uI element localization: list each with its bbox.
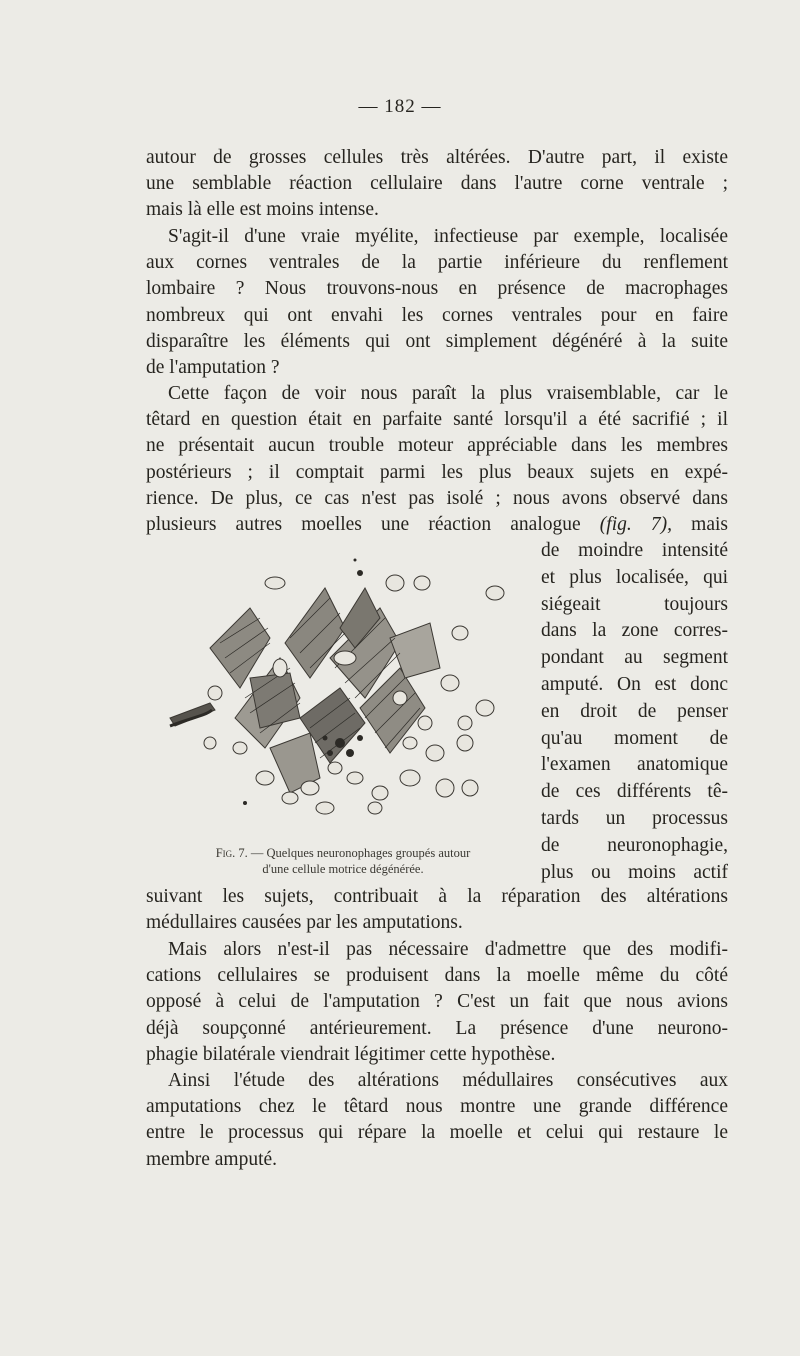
text-line: en droit de penser xyxy=(541,700,728,722)
text-line: S'agit-il d'une vraie myélite, infectieuse par exemple, localisée xyxy=(168,226,728,247)
text-line: pondant au segment xyxy=(541,647,728,669)
neuronophage-figure xyxy=(150,548,530,838)
text-line: Cette façon de voir nous paraît la plus vraisemblable, car le xyxy=(168,383,728,404)
text-line: tards un processus xyxy=(541,807,728,829)
text-line: une semblable réaction cellulaire dans l'autre corne ventrale ; xyxy=(146,173,728,195)
text-line: médullaires causées par les amputations. xyxy=(146,912,463,934)
text-line: cations cellulaires se produisent dans la moelle même du côté xyxy=(146,965,728,987)
text-line: qu'au moment de xyxy=(541,727,728,749)
text-line: têtard en question était en parfaite santé lorsqu'il a été sacrifié ; il xyxy=(146,409,728,431)
caption-text: — Quelques neuronophages groupés autour xyxy=(250,846,471,860)
text-line: entre le processus qui répare la moelle et celui qui restaure le xyxy=(146,1122,728,1144)
paragraph-2 xyxy=(146,224,728,381)
text-line: amputé. On est donc xyxy=(541,673,728,695)
text-fragment: mais xyxy=(691,514,728,536)
text-line: ne présentait aucun trouble moteur appréciable dans les membres xyxy=(146,435,728,457)
text-line: dans la zone corres- xyxy=(541,620,728,642)
text-fragment: plusieurs autres moelles une réaction analogue xyxy=(146,514,581,536)
figure-caption xyxy=(158,845,528,877)
text-line: de ces différents tê- xyxy=(541,781,728,803)
text-line: lombaire ? Nous trouvons-nous en présence de macrophages xyxy=(146,278,728,300)
caption-line-1 xyxy=(158,845,528,861)
text-line: membre amputé. xyxy=(146,1148,278,1170)
figure-reference[interactable]: (fig. 7), xyxy=(599,514,673,536)
text-line: phagie bilatérale viendrait légitimer cette hypothèse. xyxy=(146,1043,556,1065)
text-line: Mais alors n'est-il pas nécessaire d'admettre que des modifi- xyxy=(168,939,728,960)
text-line: disparaître les éléments qui ont simplement dégénéré à la suite xyxy=(146,330,728,352)
side-column-text xyxy=(541,538,728,886)
text-line: postérieurs ; il comptait parmi les plus beaux sujets en expé- xyxy=(146,461,728,483)
paragraph-3 xyxy=(146,381,728,538)
text-line: opposé à celui de l'amputation ? C'est un fait que nous avions xyxy=(146,991,728,1013)
paragraph-3-end xyxy=(146,884,728,936)
text-line: aux cornes ventrales de la partie inférieure du renflement xyxy=(146,252,728,274)
paragraph-5 xyxy=(146,1068,728,1173)
text-line: de l'amputation ? xyxy=(146,357,280,379)
text-line: suivant les sujets, contribuait à la réparation des altérations xyxy=(146,886,728,907)
text-line: l'examen anatomique xyxy=(541,754,728,776)
text-line: de neuronophagie, xyxy=(541,834,728,856)
text-line: rience. De plus, ce cas n'est pas isolé ; nous avons observé dans xyxy=(146,487,728,509)
text-line-with-ref xyxy=(146,512,728,538)
paragraph-4 xyxy=(146,937,728,1068)
text-line: plus ou moins actif xyxy=(541,861,728,883)
caption-line-2: d'une cellule motrice dégénérée. xyxy=(262,862,424,876)
figure-label: Fig. 7. xyxy=(215,846,248,860)
text-line: mais là elle est moins intense. xyxy=(146,199,379,221)
text-line: déjà soupçonné antérieurement. La présence d'une neurono- xyxy=(146,1017,728,1039)
page-number: — 182 — xyxy=(358,96,442,117)
text-line: de moindre intensité xyxy=(541,540,728,561)
text-line: et plus localisée, qui xyxy=(541,566,728,588)
text-line: siégeait toujours xyxy=(541,593,728,615)
text-line: nombreux qui ont envahi les cornes ventrales pour en faire xyxy=(146,304,728,326)
text-line: Ainsi l'étude des altérations médullaires consécutives aux xyxy=(168,1070,728,1091)
paragraph-1 xyxy=(146,145,728,224)
text-line: autour de grosses cellules très altérées. D'autre part, il existe xyxy=(146,147,728,168)
text-line: amputations chez le têtard nous montre une grande différence xyxy=(146,1096,728,1118)
